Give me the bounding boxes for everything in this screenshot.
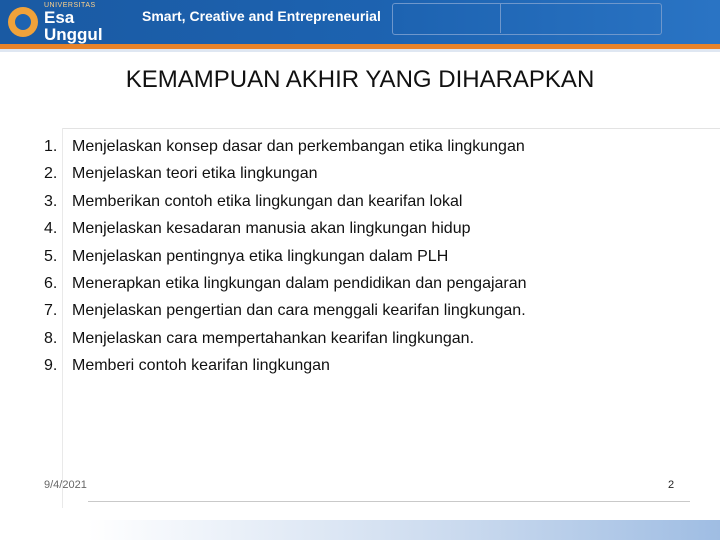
list-item [0, 246, 720, 273]
list-item-number: 3. [44, 192, 58, 210]
list-item-number: 2. [44, 165, 58, 183]
list-item-text: Memberikan contoh etika lingkungan dan kearifan lokal [72, 192, 463, 210]
footer-date: 9/4/2021 [44, 479, 87, 491]
list-item [0, 300, 720, 327]
list-item [0, 136, 720, 163]
list-item [0, 328, 720, 355]
logo-name: Esa Unggul [44, 7, 103, 44]
list-item [0, 191, 720, 218]
page-number: 2 [668, 479, 675, 491]
slide-title: KEMAMPUAN AKHIR YANG DIHARAPKAN [125, 66, 595, 93]
list-item-number: 6. [44, 274, 58, 292]
footer-line [88, 501, 690, 502]
header-decoration-box [392, 3, 662, 35]
list-item-number: 9. [44, 357, 58, 375]
logo-emblem-icon [8, 7, 38, 37]
list-item-number: 8. [44, 329, 58, 347]
list-item-text: Menjelaskan cara mempertahankan kearifan lingkungan. [72, 329, 475, 347]
list-item-number: 4. [44, 220, 58, 238]
list-item-text: Menjelaskan pengertian dan cara menggali kearifan lingkungan. [72, 302, 526, 320]
university-logo [8, 1, 130, 44]
header-bar [0, 0, 720, 44]
list-item-number: 7. [44, 302, 58, 320]
content-separator [62, 128, 720, 129]
logo-text [44, 2, 130, 43]
list-item-text: Menjelaskan teori etika lingkungan [72, 165, 318, 183]
logo-small-text: UNIVERSITAS [44, 1, 96, 9]
list-item-text: Menjelaskan kesadaran manusia akan lingkungan hidup [72, 220, 471, 238]
header-divider [500, 3, 501, 33]
list-item [0, 218, 720, 245]
header-tagline: Smart, Creative and Entrepreneurial [142, 8, 381, 24]
list-item-number: 5. [44, 247, 58, 265]
list-item [0, 163, 720, 190]
outcome-list [0, 136, 720, 383]
list-item-number: 1. [44, 138, 58, 155]
list-item-text: Menjelaskan pentingnya etika lingkungan dalam PLH [72, 247, 449, 265]
header-edge [0, 49, 720, 52]
list-item-text: Memberi contoh kearifan lingkungan [72, 357, 330, 375]
list-item-text: Menjelaskan konsep dasar dan perkembangan etika lingkungan [72, 138, 525, 155]
list-item-text: Menerapkan etika lingkungan dalam pendidikan dan pengajaran [72, 274, 527, 292]
list-item [0, 355, 720, 382]
footer-gradient-bar [88, 520, 720, 540]
list-item [0, 273, 720, 300]
